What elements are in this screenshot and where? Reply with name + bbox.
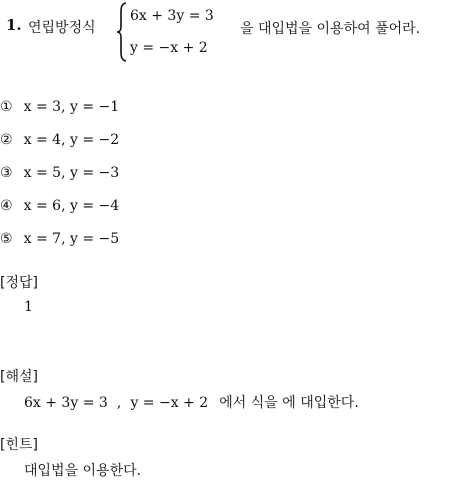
choice-2-marker: ② <box>0 132 13 148</box>
choice-3-text: x = 5, y = −3 <box>23 165 120 181</box>
hint-text: 대입법을 이용한다. <box>24 463 142 479</box>
choice-2[interactable] <box>0 129 119 148</box>
choice-3-marker: ③ <box>0 165 13 181</box>
explanation-label: [해설] <box>0 369 38 385</box>
choice-1-marker: ① <box>0 99 13 115</box>
choice-3[interactable] <box>0 162 119 181</box>
choice-4[interactable] <box>0 195 119 214</box>
choice-1[interactable] <box>0 96 119 115</box>
choice-5-text: x = 7, y = −5 <box>23 231 120 247</box>
choice-4-marker: ④ <box>0 198 13 214</box>
explanation-separator: , <box>116 395 122 411</box>
choice-5-marker: ⑤ <box>0 231 13 247</box>
answer-value: 1 <box>24 299 33 315</box>
choice-2-text: x = 4, y = −2 <box>23 132 120 148</box>
system-equation-2 <box>130 40 208 56</box>
question-prefix: 연립방정식 <box>28 20 96 36</box>
answer-label: [정답] <box>0 275 38 291</box>
question-suffix: 을 대입법을 이용하여 풀어라. <box>240 21 421 37</box>
question-number: 1. <box>6 16 22 34</box>
choice-4-text: x = 6, y = −4 <box>23 198 120 214</box>
choice-1-text: x = 3, y = −1 <box>23 99 120 115</box>
explanation-text: 에서 식을 에 대입한다. <box>219 395 359 411</box>
system-equation-1 <box>130 8 214 24</box>
equation-1-text: 6x + 3y = 3 <box>130 8 214 24</box>
explanation-eq1: 6x + 3y = 3 <box>24 395 108 411</box>
left-brace-icon <box>116 2 128 62</box>
hint-label: [힌트] <box>0 437 38 453</box>
equation-2-text: y = −x + 2 <box>130 40 208 56</box>
explanation-eq2: y = −x + 2 <box>130 395 209 411</box>
explanation-body <box>24 392 359 412</box>
choice-5[interactable] <box>0 228 119 247</box>
